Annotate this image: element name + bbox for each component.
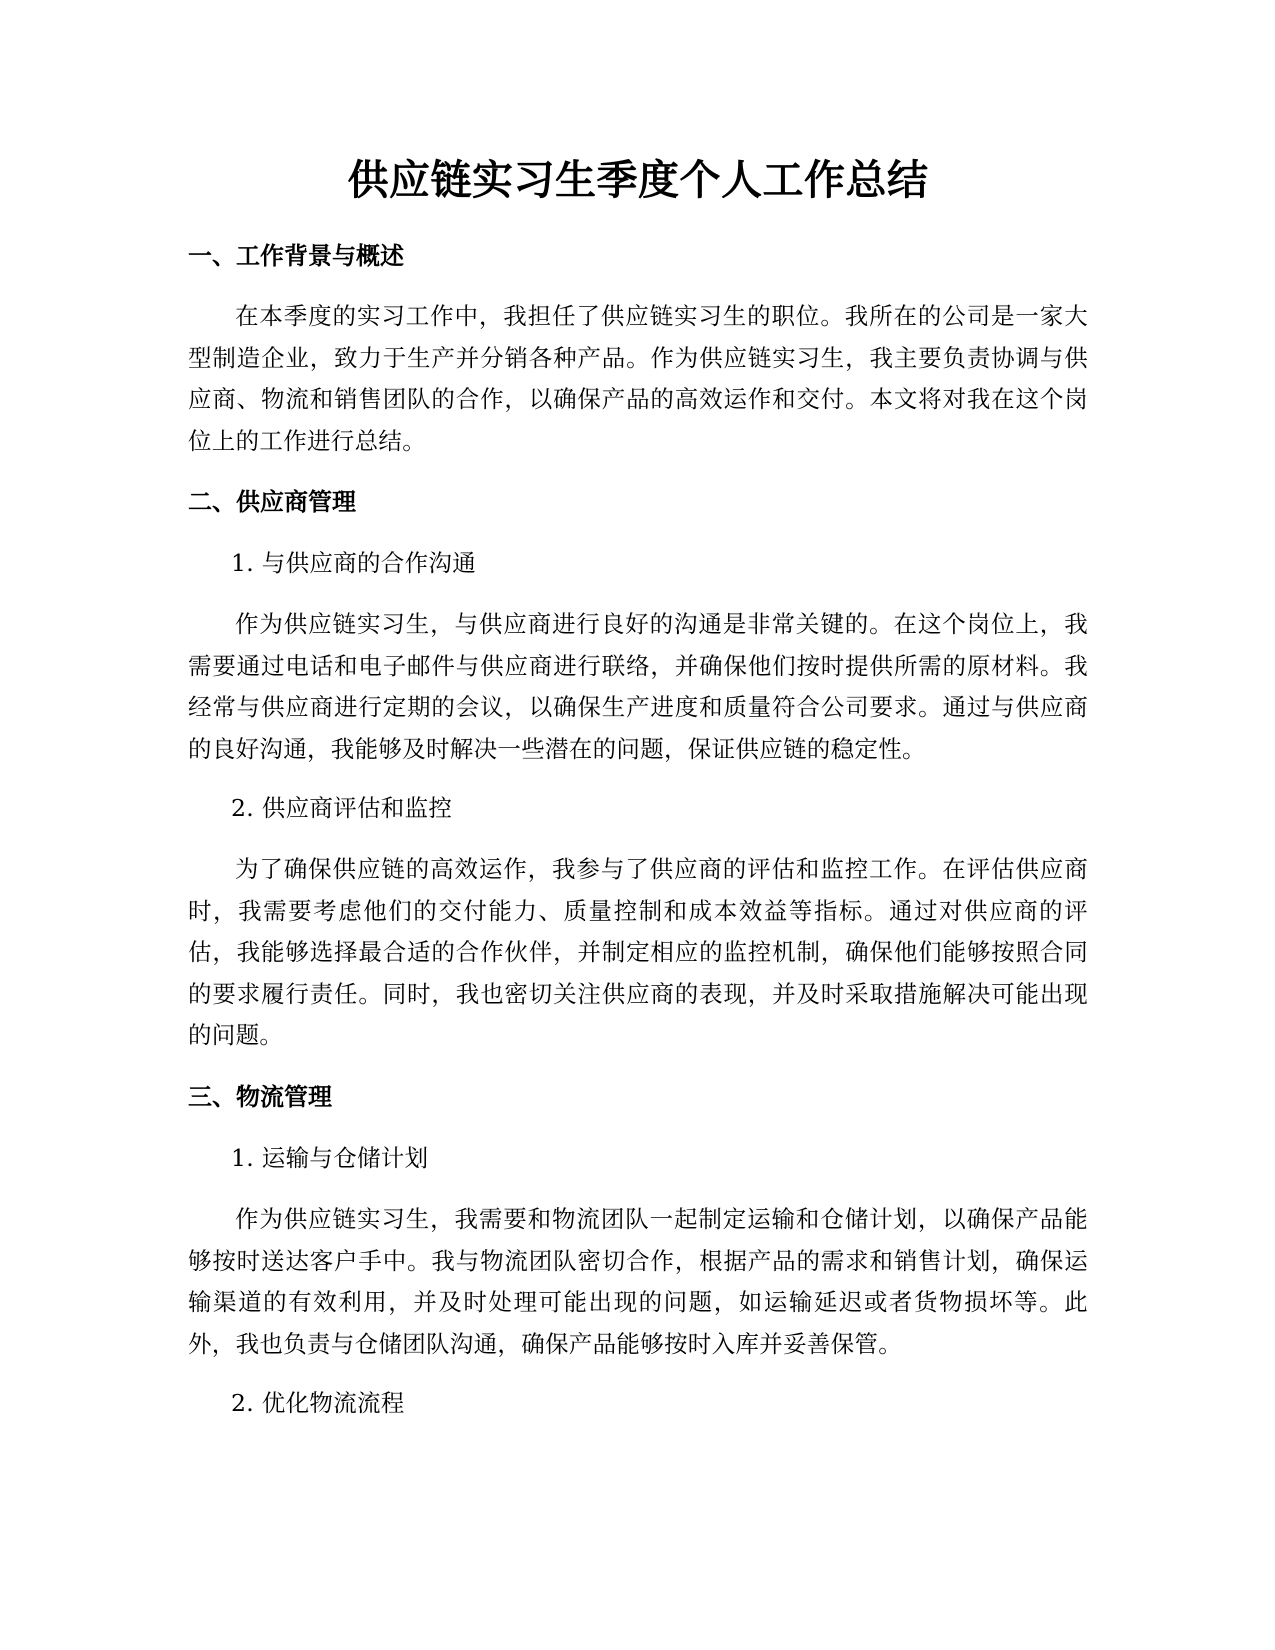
- section-heading-logistics-management: 三、物流管理: [188, 1083, 332, 1111]
- section-heading-background: 一、工作背景与概述: [188, 242, 404, 270]
- subsection-paragraph-transport-warehouse: 作为供应链实习生，我需要和物流团队一起制定运输和仓储计划，以确保产品能够按时送达客户手中。我与物流团队密切合作，根据产品的需求和销售计划，确保运输渠道的有效利用，并及时处理可能出现的问题，如运输延迟或者货物损坏等。此外，我也负责与仓储团队沟通，确保产品能够按时入库并妥善保管。: [188, 1205, 1088, 1358]
- subsection-label-supplier-communication: 1. 与供应商的合作沟通: [231, 549, 476, 577]
- document-title: 供应链实习生季度个人工作总结: [347, 156, 929, 204]
- section-paragraph-background: 在本季度的实习工作中，我担任了供应链实习生的职位。我所在的公司是一家大型制造企业，致力于生产并分销各种产品。作为供应链实习生，我主要负责协调与供应商、物流和销售团队的合作，以确保产品的高效运作和交付。本文将对我在这个岗位上的工作进行总结。: [188, 302, 1088, 455]
- subsection-paragraph-supplier-evaluation: 为了确保供应链的高效运作，我参与了供应商的评估和监控工作。在评估供应商时，我需要考虑他们的交付能力、质量控制和成本效益等指标。通过对供应商的评估，我能够选择最合适的合作伙伴，并制定相应的监控机制，确保他们能够按照合同的要求履行责任。同时，我也密切关注供应商的表现，并及时采取措施解决可能出现的问题。: [188, 855, 1088, 1049]
- subsection-paragraph-supplier-communication: 作为供应链实习生，与供应商进行良好的沟通是非常关键的。在这个岗位上，我需要通过电话和电子邮件与供应商进行联络，并确保他们按时提供所需的原材料。我经常与供应商进行定期的会议，以确保生产进度和质量符合公司要求。通过与供应商的良好沟通，我能够及时解决一些潜在的问题，保证供应链的稳定性。: [188, 610, 1088, 763]
- subsection-label-optimize-logistics: 2. 优化物流流程: [231, 1389, 405, 1417]
- subsection-label-transport-warehouse: 1. 运输与仓储计划: [231, 1144, 429, 1172]
- section-heading-supplier-management: 二、供应商管理: [188, 488, 356, 516]
- subsection-label-supplier-evaluation: 2. 供应商评估和监控: [231, 794, 453, 822]
